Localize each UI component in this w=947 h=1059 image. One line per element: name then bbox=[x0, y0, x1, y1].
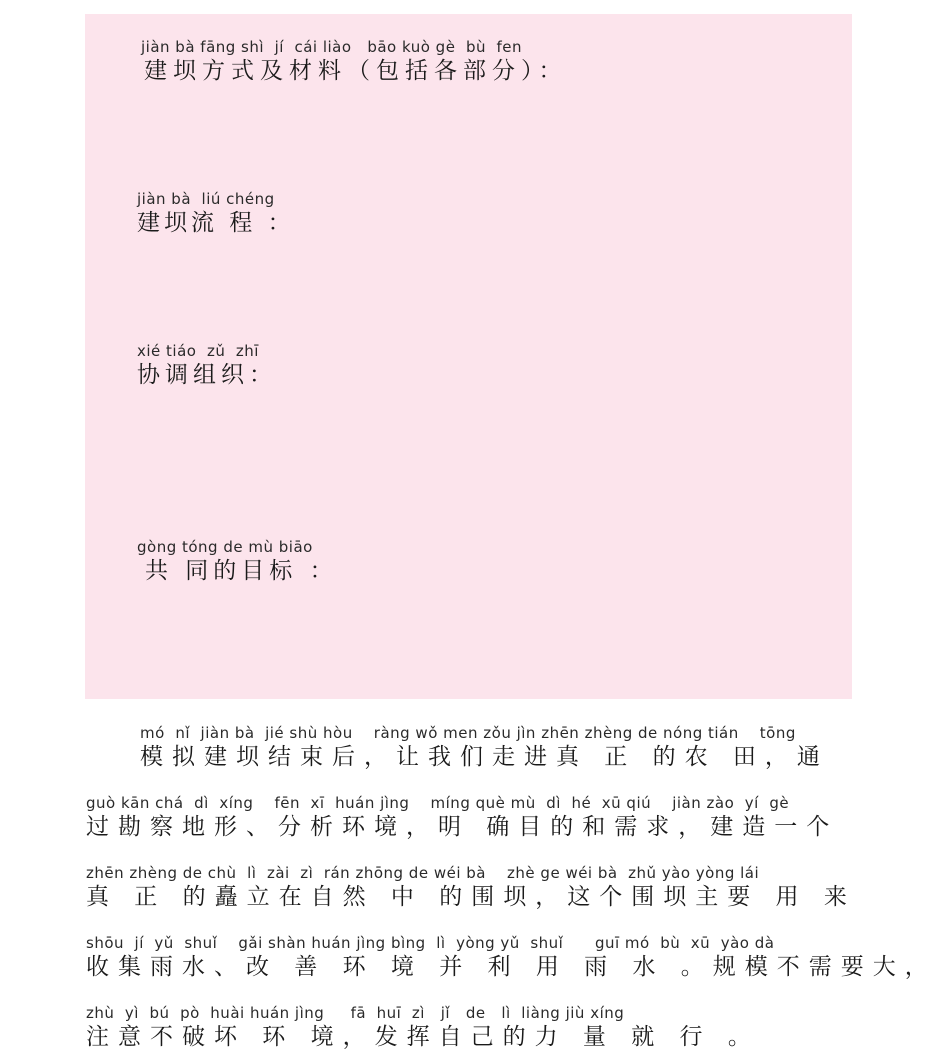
line-pinyin: guò kān chá dì xíng fēn xī huán jìng míng què mù dì hé xū qiú jiàn zào yí gè bbox=[86, 794, 790, 812]
paragraph-line bbox=[140, 724, 829, 772]
paragraph-line bbox=[86, 1004, 760, 1052]
section-heading: 建坝流 程 ： bbox=[137, 210, 295, 236]
section-dam-method bbox=[141, 38, 568, 86]
line-text: 收集雨水、改 善 环 境 并 利 用 雨 水 。规模不需要大， bbox=[86, 954, 937, 980]
line-pinyin: zhù yì bú pò huài huán jìng fā huī zì jǐ de lì liàng jiù xíng bbox=[86, 1004, 625, 1022]
section-pinyin: jiàn bà fāng shì jí cái liào bāo kuò gè bù fen bbox=[141, 38, 523, 56]
paragraph-line bbox=[86, 934, 937, 982]
section-heading: 共 同的目标 ： bbox=[145, 558, 338, 584]
line-text: 注意不破坏 环 境，发挥自己的力 量 就 行 。 bbox=[86, 1024, 760, 1050]
section-pinyin: jiàn bà liú chéng bbox=[137, 190, 275, 208]
section-heading: 建坝方式及材料（包括各部分）： bbox=[144, 58, 568, 84]
instruction-paragraph bbox=[86, 724, 937, 1054]
section-common-goal bbox=[137, 538, 338, 586]
line-text: 模拟建坝结束后，让我们走进真 正 的农 田，通 bbox=[140, 744, 829, 770]
paragraph-line bbox=[86, 794, 838, 842]
section-pinyin: gòng tóng de mù biāo bbox=[137, 538, 313, 556]
section-pinyin: xié tiáo zǔ zhī bbox=[137, 342, 259, 360]
line-pinyin: mó nǐ jiàn bà jié shù hòu ràng wǒ men zǒu jìn zhēn zhèng de nóng tián tōng bbox=[140, 724, 796, 742]
line-text: 真 正 的矗立在自然 中 的围坝，这个围坝主要 用 来 bbox=[86, 884, 856, 910]
line-text: 过勘察地形、分析环境，明 确目的和需求，建造一个 bbox=[86, 814, 839, 840]
line-pinyin: shōu jí yǔ shuǐ gǎi shàn huán jìng bìng lì yòng yǔ shuǐ guī mó bù xū yào dà bbox=[86, 934, 775, 952]
paragraph-line bbox=[86, 864, 856, 912]
section-heading: 协调组织： bbox=[137, 362, 277, 388]
section-coordination bbox=[137, 342, 277, 390]
section-dam-process bbox=[137, 190, 295, 238]
line-pinyin: zhēn zhèng de chù lì zài zì rán zhōng de wéi bà zhè ge wéi bà zhǔ yào yòng lái bbox=[86, 864, 760, 882]
